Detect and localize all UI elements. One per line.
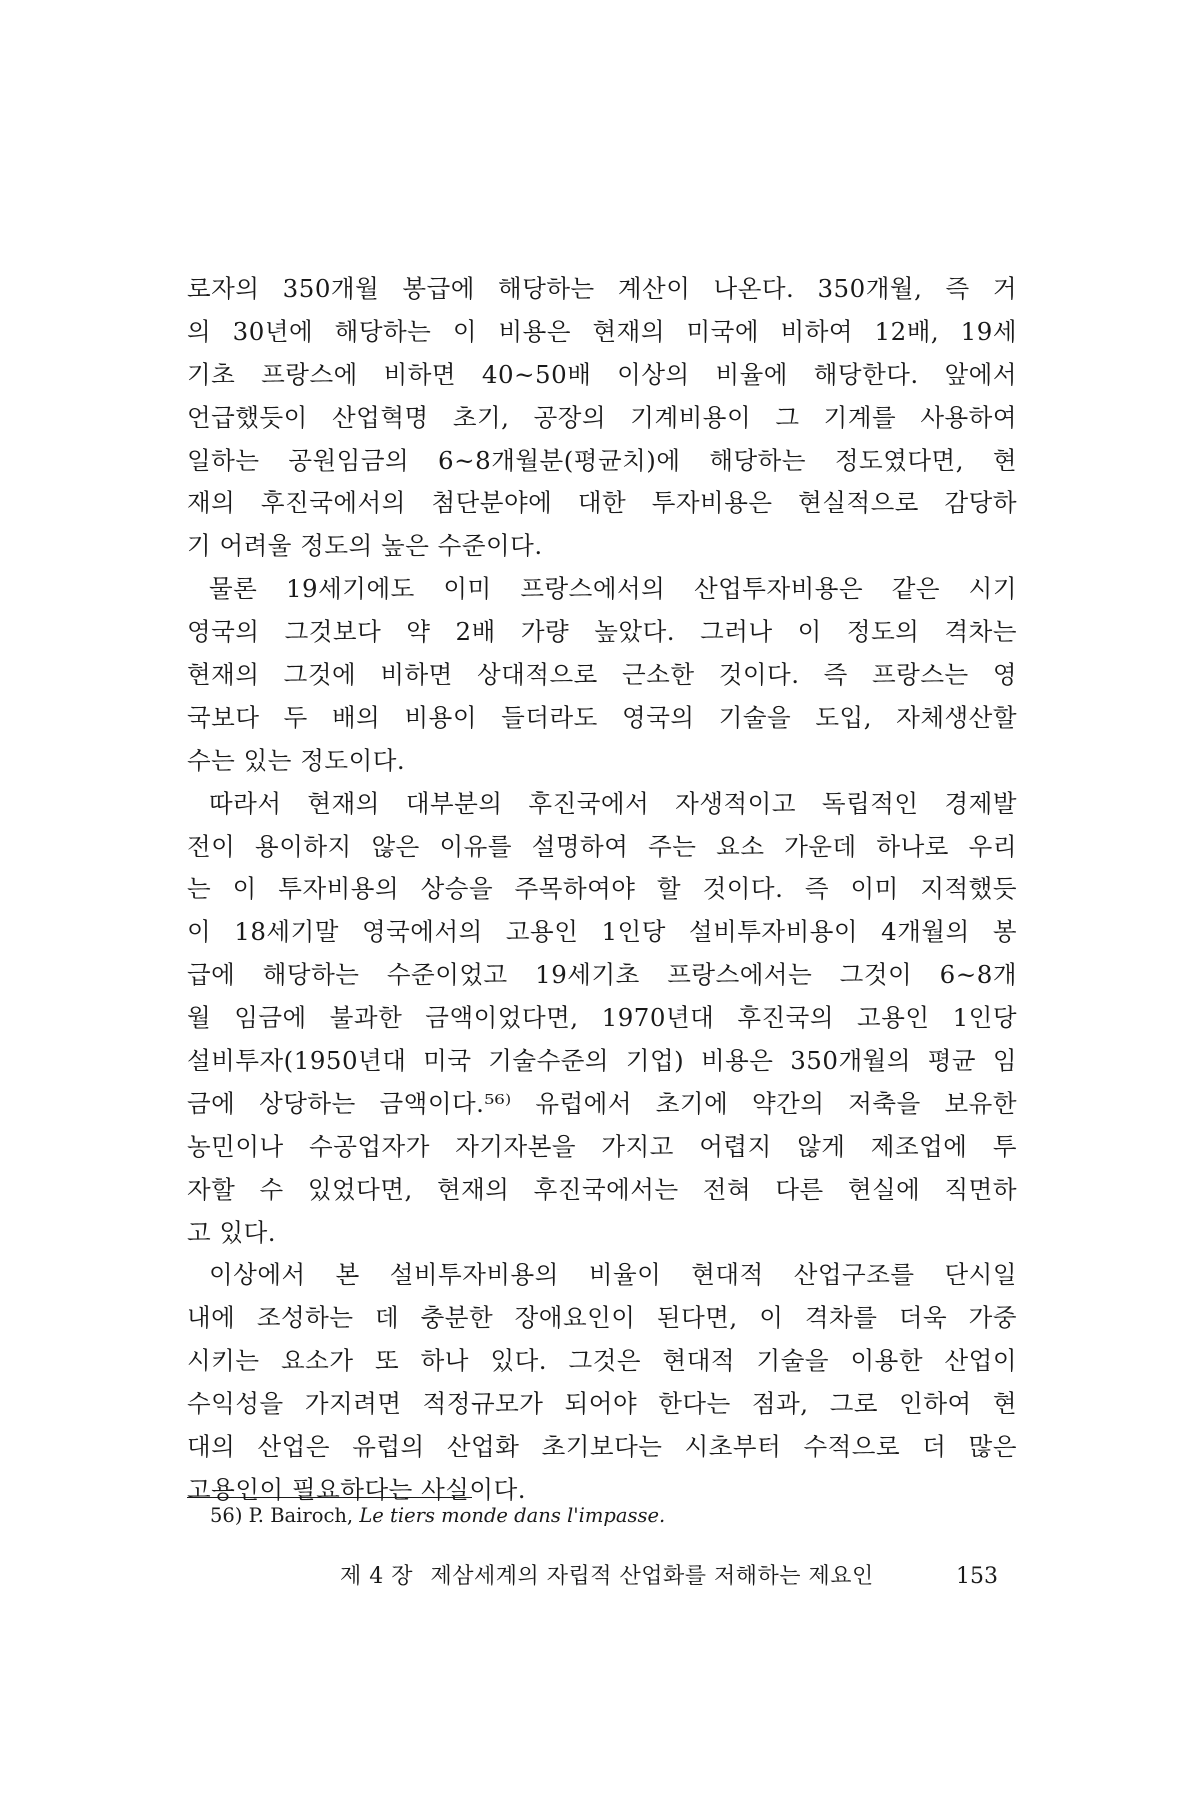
text-line: 월 임금에 불과한 금액이었다면, 1970년대 후진국의 고용인 1인당 [187, 1003, 1017, 1033]
text-line: 국보다 두 배의 비용이 들더라도 영국의 기술을 도입, 자체생산할 [187, 702, 1017, 732]
text-line: 재의 후진국에서의 첨단분야에 대한 투자비용은 현실적으로 감당하 [187, 488, 1017, 518]
running-footer [340, 1560, 874, 1594]
text-line: 로자의 350개월 봉급에 해당하는 계산이 나온다. 350개월, 즉 거 [187, 274, 1017, 303]
text-line: 는 이 투자비용의 상승을 주목하여야 할 것이다. 즉 이미 지적했듯 [187, 874, 1017, 904]
text-line: 기초 프랑스에 비하면 40~50배 이상의 비율에 해당한다. 앞에서 [187, 359, 1017, 389]
text-line: 시키는 요소가 또 하나 있다. 그것은 현대적 기술을 이용한 산업이 [187, 1346, 1017, 1376]
text-line: 급에 해당하는 수준이었고 19세기초 프랑스에서는 그것이 6~8개 [187, 960, 1017, 990]
text-line: 물론 19세기에도 이미 프랑스에서의 산업투자비용은 같은 시기 [209, 574, 1017, 604]
footnote [210, 1502, 665, 1530]
text-line: 고 있다. [187, 1217, 277, 1247]
text-line: 수는 있는 정도이다. [187, 745, 406, 775]
text-line: 농민이나 수공업자가 자기자본을 가지고 어렵지 않게 제조업에 투 [187, 1131, 1017, 1161]
text-line: 이상에서 본 설비투자비용의 비율이 현대적 산업구조를 단시일 [209, 1260, 1017, 1290]
text-line: 대의 산업은 유럽의 산업화 초기보다는 시초부터 수적으로 더 많은 [187, 1432, 1017, 1462]
text-line: 이 18세기말 영국에서의 고용인 1인당 설비투자비용이 4개월의 봉 [187, 917, 1017, 947]
text-line: 내에 조성하는 데 충분한 장애요인이 된다면, 이 격차를 더욱 가중 [187, 1303, 1017, 1333]
text-line: 자할 수 있었다면, 현재의 후진국에서는 전혀 다른 현실에 직면하 [187, 1174, 1017, 1204]
body-text [187, 268, 1017, 1512]
footnote-author: P. Bairoch, [248, 1504, 354, 1527]
text-line: 일하는 공원임금의 6~8개월분(평균치)에 해당하는 정도였다면, 현 [187, 445, 1017, 475]
footnote-title: Le tiers monde dans l'impasse. [359, 1504, 666, 1527]
text-line: 기 어려울 정도의 높은 수준이다. [187, 531, 543, 561]
text-line: 따라서 현재의 대부분의 후진국에서 자생적이고 독립적인 경제발 [209, 788, 1017, 818]
text-line: 영국의 그것보다 약 2배 가량 높았다. 그러나 이 정도의 격차는 [187, 617, 1017, 647]
text-line: 수익성을 가지려면 적정규모가 되어야 한다는 점과, 그로 인하여 현 [187, 1389, 1017, 1419]
footer-title: 제삼세계의 자립적 산업화를 저해하는 제요인 [430, 1564, 874, 1589]
footnote-number: 56) [210, 1504, 243, 1527]
text-line: 전이 용이하지 않은 이유를 설명하여 주는 요소 가운데 하나로 우리 [187, 831, 1017, 861]
text-line: 현재의 그것에 비하면 상대적으로 근소한 것이다. 즉 프랑스는 영 [187, 660, 1017, 690]
text-line: 의 30년에 해당하는 이 비용은 현재의 미국에 비하여 12배, 19세 [187, 316, 1017, 346]
footnote-divider [187, 1497, 472, 1498]
text-line: 언급했듯이 산업혁명 초기, 공장의 기계비용이 그 기계를 사용하여 [187, 402, 1017, 432]
text-line: 설비투자(1950년대 미국 기술수준의 기업) 비용은 350개월의 평균 임 [187, 1046, 1017, 1076]
text-line: 고용인이 필요하다는 사실이다. [187, 1474, 527, 1504]
page-number: 153 [956, 1564, 998, 1589]
text-line: 금에 상당하는 금액이다.⁵⁶⁾ 유럽에서 초기에 약간의 저축을 보유한 [187, 1088, 1017, 1118]
footer-chapter: 제 4 장 [340, 1564, 413, 1589]
